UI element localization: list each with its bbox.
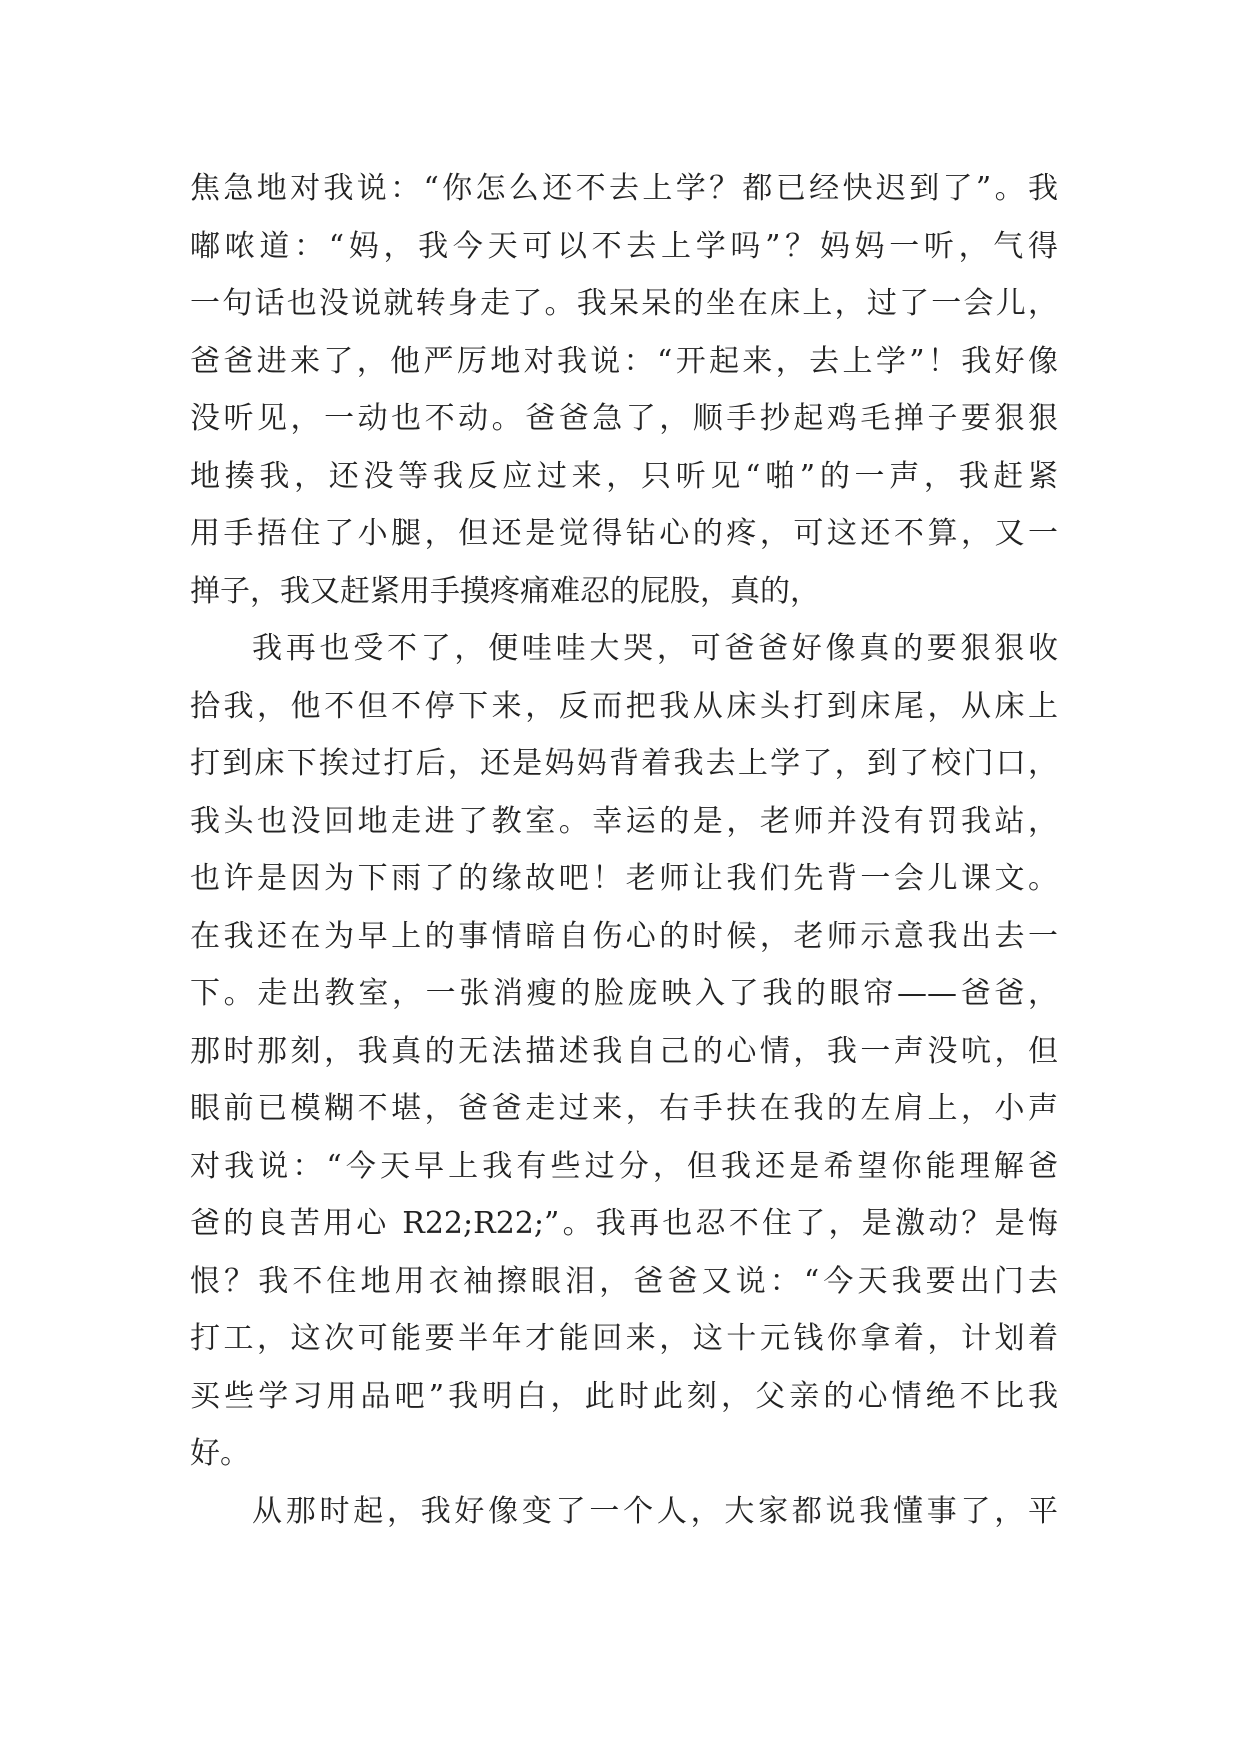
text-line: 下。走出教室，一张消瘦的脸庞映入了我的眼帘——爸爸， <box>190 976 1058 1011</box>
text-line: 地揍我，还没等我反应过来，只听见“啪”的一声，我赶紧 <box>190 458 1058 494</box>
text-line: 我头也没回地走进了教室。幸运的是，老师并没有罚我站， <box>190 803 1058 839</box>
text-line: 眼前已模糊不堪，爸爸走过来，右手扶在我的左肩上，小声 <box>190 1091 1058 1126</box>
text-line: 那时那刻，我真的无法描述我自己的心情，我一声没吭，但 <box>190 1033 1058 1069</box>
text-line: 拾我，他不但不停下来，反而把我从床头打到床尾，从床上 <box>190 688 1058 724</box>
paragraph-first-line: 从那时起，我好像变了一个人，大家都说我懂事了，平 <box>252 1493 1058 1529</box>
text-line: 一句话也没说就转身走了。我呆呆的坐在床上，过了一会儿， <box>190 286 1058 321</box>
text-line: 也许是因为下雨了的缘故吧！老师让我们先背一会儿课文。 <box>190 861 1058 896</box>
text-line: 爸爸进来了，他严厉地对我说：“开起来，去上学”！我好像 <box>190 343 1058 379</box>
text-line: 打到床下挨过打后，还是妈妈背着我去上学了，到了校门口， <box>190 746 1058 781</box>
text-line: 买些学习用品吧”我明白，此时此刻，父亲的心情绝不比我 <box>190 1378 1058 1414</box>
text-line: 嘟哝道：“妈，我今天可以不去上学吗”？妈妈一听，气得 <box>190 228 1058 264</box>
text-line: 对我说：“今天早上我有些过分，但我还是希望你能理解爸 <box>190 1148 1058 1184</box>
text-line: 焦急地对我说：“你怎么还不去上学？都已经快迟到了”。我 <box>190 171 1058 206</box>
text-line: 好。 <box>190 1436 250 1471</box>
text-line: 没听见，一动也不动。爸爸急了，顺手抄起鸡毛掸子要狠狠 <box>190 401 1058 436</box>
text-line: 掸子，我又赶紧用手摸疼痛难忍的屁股，真的， <box>190 573 820 609</box>
text-line: 在我还在为早上的事情暗自伤心的时候，老师示意我出去一 <box>190 918 1058 954</box>
text-line: 用手捂住了小腿，但还是觉得钻心的疼，可这还不算，又一 <box>190 516 1058 551</box>
text-line: 打工，这次可能要半年才能回来，这十元钱你拿着，计划着 <box>190 1321 1058 1356</box>
paragraph-first-line: 我再也受不了，便哇哇大哭，可爸爸好像真的要狠狠收 <box>252 631 1058 666</box>
text-line: 爸的良苦用心 R22;R22;”。我再也忍不住了，是激动？是悔 <box>190 1206 1058 1241</box>
body-text <box>190 160 1058 1540</box>
text-line: 恨？我不住地用衣袖擦眼泪，爸爸又说：“今天我要出门去 <box>190 1263 1058 1299</box>
